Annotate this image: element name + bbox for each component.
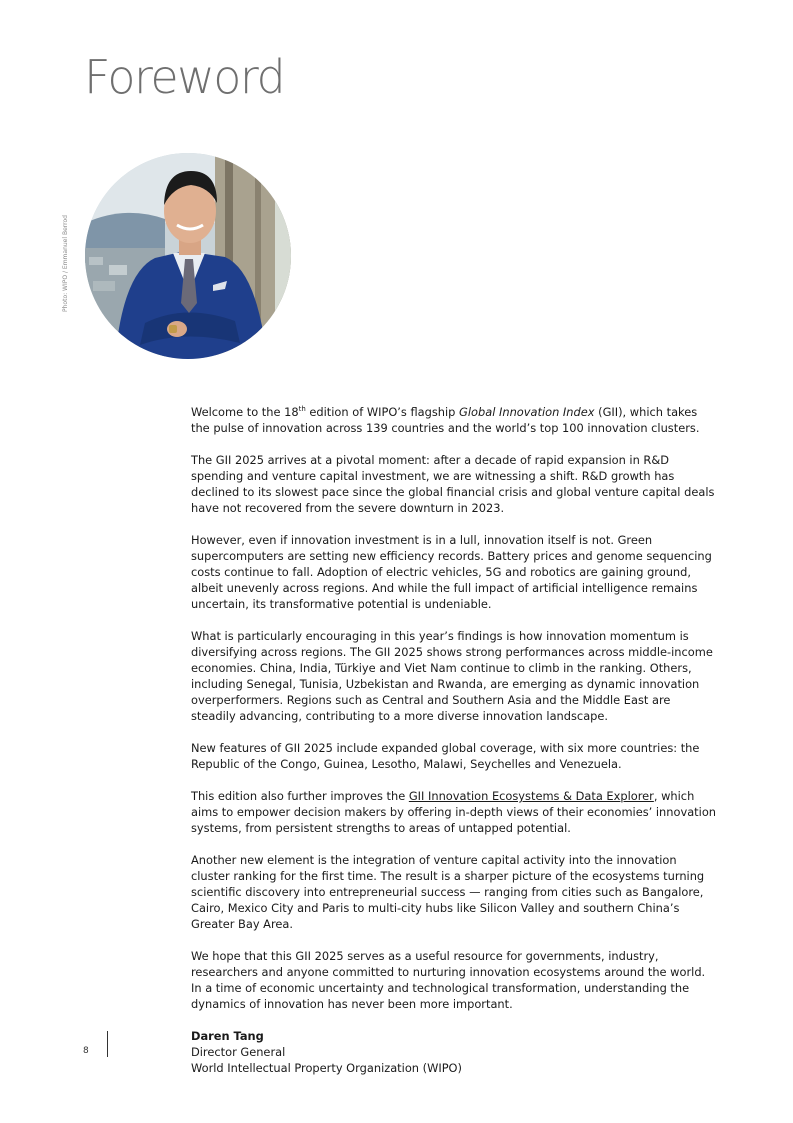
signatory-name: Daren Tang xyxy=(191,1029,264,1043)
paragraph-innovation-lull: However, even if innovation investment is in a lull, innovation itself is not. Green supercomputers are setting new efficiency records. Battery prices and genome sequencing costs continue to fall. Adoption of electric vehicles, 5G and robotics are gaining ground, albeit unevenly across regions. And while the full impact of artificial intelligence remains uncertain, its transformative potential is undeniable. xyxy=(191,533,712,611)
paragraph-new-features: New features of GII 2025 include expanded global coverage, with six more countries: the Republic of the Congo, Guinea, Lesotho, Malawi, Seychelles and Venezuela. xyxy=(191,741,700,771)
paragraph-venture-capital: Another new element is the integration of venture capital activity into the innovation cluster ranking for the first time. The result is a sharper picture of the ecosystems turning scientific discovery into entrepreneurial success — ranging from cities such as Bangalore, Cairo, Mexico City and Paris to multi-city hubs like Silicon Valley and southern China’s Greater Bay Area. xyxy=(191,853,705,931)
explorer-text-b: , which aims to empower decision makers by offering in-depth views of their economies’ innovation systems, from persistent strengths to areas of untapped potential. xyxy=(191,789,717,835)
foreword-body xyxy=(191,404,716,1076)
intro-text-c: (GII), which takes the pulse of innovation across 139 countries and the world’s top 100 innovation clusters. xyxy=(191,405,700,435)
intro-text-b: edition of WIPO’s flagship xyxy=(305,405,460,419)
signatory-role: Director General xyxy=(191,1045,286,1059)
paragraph-regional-momentum: What is particularly encouraging in this year’s findings is how innovation momentum is diversifying across regions. The GII 2025 shows strong performances across middle-income economies. China, India, Türkiye and Viet Nam continue to climb in the ranking. Others, including Senegal, Tunisia, Uzbekistan and Rwanda, are emerging as dynamic innovation overperformers. Regions such as Central and Southern Asia and the Middle East are steadily advancing, contributing to a more diverse innovation landscape. xyxy=(191,629,713,723)
signatory-organization: World Intellectual Property Organization (WIPO) xyxy=(191,1061,462,1075)
intro-text-a: Welcome to the 18 xyxy=(191,405,299,419)
signature-block xyxy=(191,1028,716,1076)
page-divider-rule xyxy=(107,1031,108,1057)
edition-superscript: th xyxy=(298,405,306,414)
page-title: Foreword xyxy=(84,50,285,104)
data-explorer-link[interactable]: GII Innovation Ecosystems & Data Explorer xyxy=(408,789,654,803)
page-number: 8 xyxy=(83,1046,89,1056)
explorer-text-a: This edition also further improves the xyxy=(191,789,409,803)
paragraph-pivotal-moment: The GII 2025 arrives at a pivotal moment: after a decade of rapid expansion in R&D spending and venture capital investment, we are witnessing a shift. R&D growth has declined to its slowest pace since the global financial crisis and global venture capital deals have not recovered from the severe downturn in 2023. xyxy=(191,453,715,515)
paragraph-closing: We hope that this GII 2025 serves as a useful resource for governments, industry, researchers and anyone committed to nurturing innovation ecosystems around the world. In a time of economic uncertainty and technological transformation, understanding the dynamics of innovation has never been more important. xyxy=(191,949,706,1011)
photo-credit: Photo: WIPO / Emmanuel Berrod xyxy=(62,215,69,312)
portrait-illustration xyxy=(85,153,291,359)
gii-title-italic: Global Innovation Index xyxy=(459,405,595,419)
paragraph-data-explorer xyxy=(191,788,716,836)
paragraph-intro xyxy=(191,404,716,436)
portrait-photo xyxy=(85,153,291,359)
